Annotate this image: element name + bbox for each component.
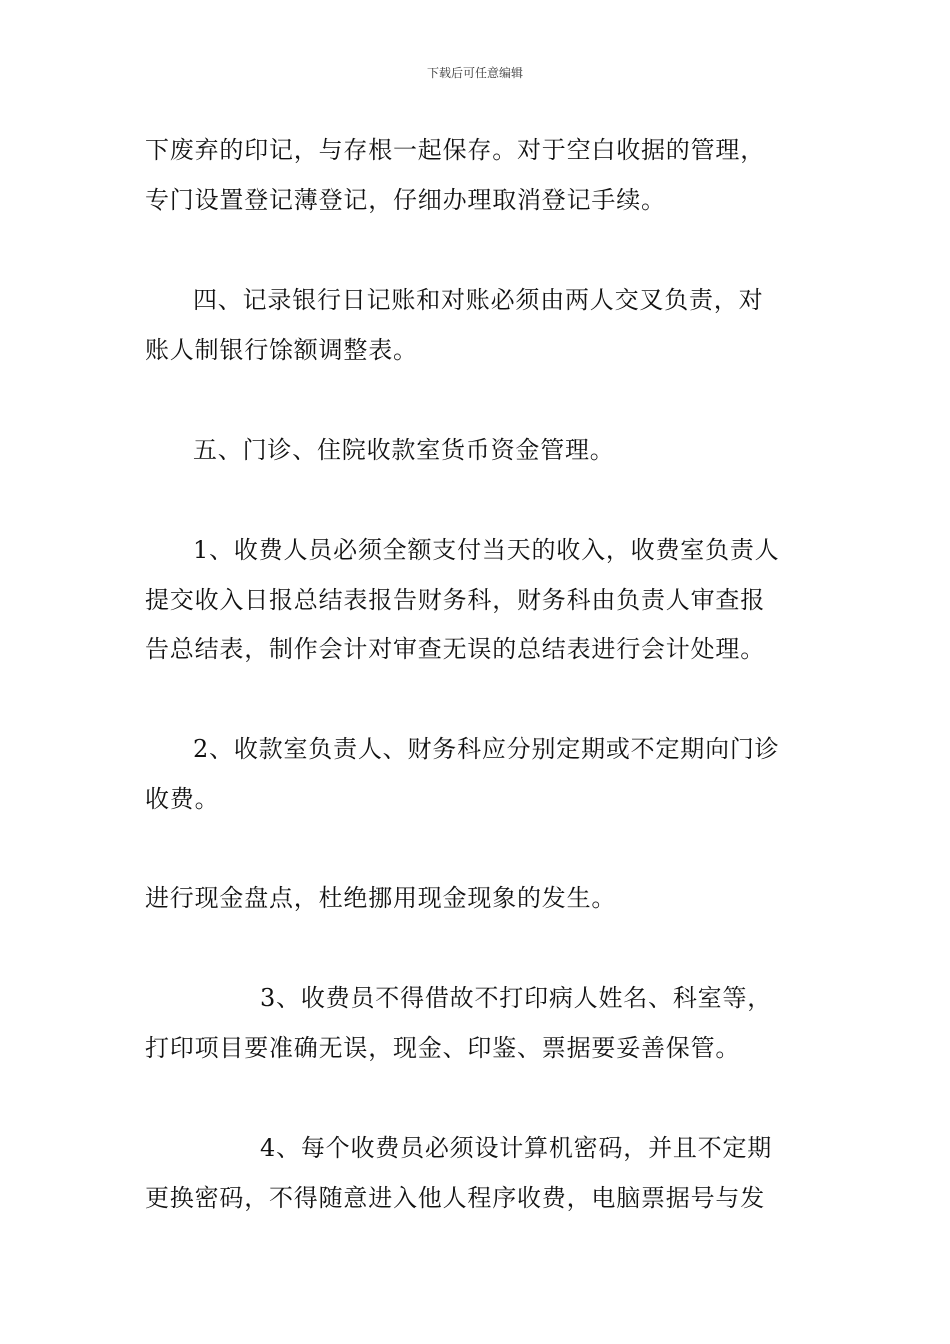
- text-line: 告总结表，制作会计对审查无误的总结表进行会计处理。: [145, 635, 765, 663]
- text-line: 1、收费人员必须全额支付当天的收入，收费室负责人: [193, 536, 780, 564]
- page-header: 下载后可任意编辑: [426, 66, 523, 80]
- text-line: 4、每个收费员必须设计算机密码，并且不定期: [260, 1134, 773, 1162]
- text-line: 3、收费员不得借故不打印病人姓名、科室等，: [260, 984, 773, 1012]
- text-line: 下废弃的印记，与存根一起保存。对于空白收据的管理，: [145, 136, 765, 164]
- text-line: 五、门诊、住院收款室货币资金管理。: [193, 436, 615, 464]
- text-line: 打印项目要准确无误，现金、印鉴、票据要妥善保管。: [145, 1034, 741, 1062]
- text-line: 专门设置登记薄登记，仔细办理取消登记手续。: [145, 186, 666, 214]
- text-line: 账人制银行馀额调整表。: [145, 336, 418, 364]
- text-line: 进行现金盘点，杜绝挪用现金现象的发生。: [145, 884, 617, 912]
- text-line: 2、收款室负责人、财务科应分别定期或不定期向门诊: [193, 735, 780, 763]
- text-line: 提交收入日报总结表报告财务科，财务科由负责人审查报: [145, 586, 765, 614]
- text-line: 四、记录银行日记账和对账必须由两人交叉负责，对: [193, 286, 764, 314]
- text-line: 收费。: [145, 785, 220, 813]
- text-line: 更换密码，不得随意进入他人程序收费，电脑票据号与发: [145, 1184, 765, 1212]
